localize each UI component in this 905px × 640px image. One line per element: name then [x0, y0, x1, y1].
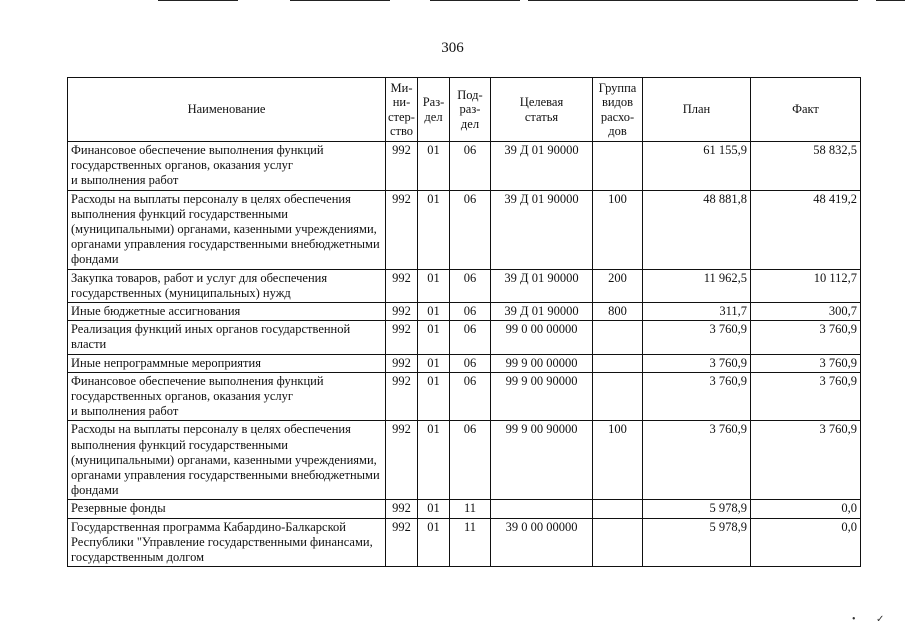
- col-header-target: Целевая статья: [491, 78, 593, 142]
- cell-name: Реализация функций иных органов государственной власти: [68, 321, 386, 354]
- scan-mark: •: [852, 614, 856, 625]
- cell-ministry: 992: [386, 354, 418, 372]
- table-header-row: [68, 78, 861, 142]
- cell-fact: 58 832,5: [751, 142, 861, 191]
- cell-group: 800: [593, 303, 643, 321]
- cell-subsection: 11: [450, 500, 491, 518]
- cell-subsection: 06: [450, 372, 491, 421]
- cell-plan: 11 962,5: [643, 269, 751, 302]
- cell-ministry: 992: [386, 500, 418, 518]
- cell-group: 100: [593, 190, 643, 269]
- cell-plan: 61 155,9: [643, 142, 751, 191]
- table-row: [68, 354, 861, 372]
- col-header-subsection: Под- раз- дел: [450, 78, 491, 142]
- table-row: [68, 303, 861, 321]
- col-header-name: Наименование: [68, 78, 386, 142]
- cell-plan: 5 978,9: [643, 500, 751, 518]
- cell-ministry: 992: [386, 142, 418, 191]
- cell-fact: 48 419,2: [751, 190, 861, 269]
- cell-group: [593, 321, 643, 354]
- table-row: [68, 421, 861, 500]
- cell-section: 01: [418, 303, 450, 321]
- table-row: [68, 321, 861, 354]
- cell-section: 01: [418, 372, 450, 421]
- cell-section: 01: [418, 321, 450, 354]
- cell-target: 39 Д 01 90000: [491, 303, 593, 321]
- cell-section: 01: [418, 142, 450, 191]
- scan-mark: ✓: [876, 614, 885, 625]
- cell-ministry: 992: [386, 421, 418, 500]
- cell-name: Государственная программа Кабардино-Балкарской Республики "Управление государственными финансами, государственным долгом: [68, 518, 386, 567]
- cell-target: 99 0 00 00000: [491, 321, 593, 354]
- cell-subsection: 06: [450, 354, 491, 372]
- cell-plan: 3 760,9: [643, 354, 751, 372]
- top-rule-2: [290, 0, 390, 1]
- cell-name: Расходы на выплаты персоналу в целях обеспечения выполнения функций государственными (муниципальными) органами, казенными учреждениями, органами управления государственными внебюджетными фондами: [68, 421, 386, 500]
- cell-name: Иные непрограммные мероприятия: [68, 354, 386, 372]
- cell-fact: 3 760,9: [751, 354, 861, 372]
- cell-plan: 48 881,8: [643, 190, 751, 269]
- cell-subsection: 06: [450, 142, 491, 191]
- cell-plan: 3 760,9: [643, 321, 751, 354]
- cell-name: Закупка товаров, работ и услуг для обеспечения государственных (муниципальных) нужд: [68, 269, 386, 302]
- cell-fact: 300,7: [751, 303, 861, 321]
- cell-section: 01: [418, 500, 450, 518]
- table-row: [68, 518, 861, 567]
- cell-plan: 5 978,9: [643, 518, 751, 567]
- cell-plan: 311,7: [643, 303, 751, 321]
- top-rule-4: [528, 0, 858, 1]
- cell-target: [491, 500, 593, 518]
- cell-ministry: 992: [386, 372, 418, 421]
- cell-fact: 0,0: [751, 500, 861, 518]
- cell-ministry: 992: [386, 269, 418, 302]
- cell-ministry: 992: [386, 303, 418, 321]
- top-rule-5: [876, 0, 905, 1]
- cell-subsection: 06: [450, 303, 491, 321]
- cell-section: 01: [418, 518, 450, 567]
- page-number: 306: [441, 40, 464, 56]
- cell-ministry: 992: [386, 321, 418, 354]
- cell-name: Расходы на выплаты персоналу в целях обеспечения выполнения функций государственными (муниципальными) органами, казенными учреждениями, органами управления государственными внебюджетными фондами: [68, 190, 386, 269]
- cell-subsection: 11: [450, 518, 491, 567]
- cell-plan: 3 760,9: [643, 372, 751, 421]
- cell-fact: 0,0: [751, 518, 861, 567]
- table-row: [68, 190, 861, 269]
- cell-target: 39 Д 01 90000: [491, 269, 593, 302]
- top-rule-1: [158, 0, 238, 1]
- cell-group: 100: [593, 421, 643, 500]
- cell-section: 01: [418, 354, 450, 372]
- col-header-ministry: Ми- ни- стер- ство: [386, 78, 418, 142]
- cell-group: 200: [593, 269, 643, 302]
- cell-subsection: 06: [450, 190, 491, 269]
- cell-name: Финансовое обеспечение выполнения функций государственных органов, оказания услуг и выполнения работ: [68, 372, 386, 421]
- cell-target: 99 9 00 90000: [491, 421, 593, 500]
- cell-ministry: 992: [386, 190, 418, 269]
- cell-section: 01: [418, 190, 450, 269]
- cell-target: 39 0 00 00000: [491, 518, 593, 567]
- cell-target: 99 9 00 00000: [491, 354, 593, 372]
- budget-table: [67, 77, 861, 567]
- cell-subsection: 06: [450, 421, 491, 500]
- cell-fact: 10 112,7: [751, 269, 861, 302]
- cell-group: [593, 142, 643, 191]
- cell-target: 39 Д 01 90000: [491, 190, 593, 269]
- cell-plan: 3 760,9: [643, 421, 751, 500]
- cell-name: Иные бюджетные ассигнования: [68, 303, 386, 321]
- table-row: [68, 500, 861, 518]
- cell-fact: 3 760,9: [751, 372, 861, 421]
- cell-fact: 3 760,9: [751, 421, 861, 500]
- cell-group: [593, 500, 643, 518]
- table-row: [68, 269, 861, 302]
- cell-subsection: 06: [450, 269, 491, 302]
- col-header-plan: План: [643, 78, 751, 142]
- cell-fact: 3 760,9: [751, 321, 861, 354]
- cell-group: [593, 518, 643, 567]
- col-header-fact: Факт: [751, 78, 861, 142]
- cell-subsection: 06: [450, 321, 491, 354]
- cell-ministry: 992: [386, 518, 418, 567]
- cell-target: 39 Д 01 90000: [491, 142, 593, 191]
- col-header-group: Группа видов расхо- дов: [593, 78, 643, 142]
- cell-section: 01: [418, 421, 450, 500]
- cell-name: Финансовое обеспечение выполнения функций государственных органов, оказания услуг и выполнения работ: [68, 142, 386, 191]
- cell-target: 99 9 00 90000: [491, 372, 593, 421]
- table-row: [68, 372, 861, 421]
- cell-group: [593, 372, 643, 421]
- cell-group: [593, 354, 643, 372]
- col-header-section: Раз- дел: [418, 78, 450, 142]
- cell-name: Резервные фонды: [68, 500, 386, 518]
- cell-section: 01: [418, 269, 450, 302]
- table-row: [68, 142, 861, 191]
- top-rule-3: [430, 0, 520, 1]
